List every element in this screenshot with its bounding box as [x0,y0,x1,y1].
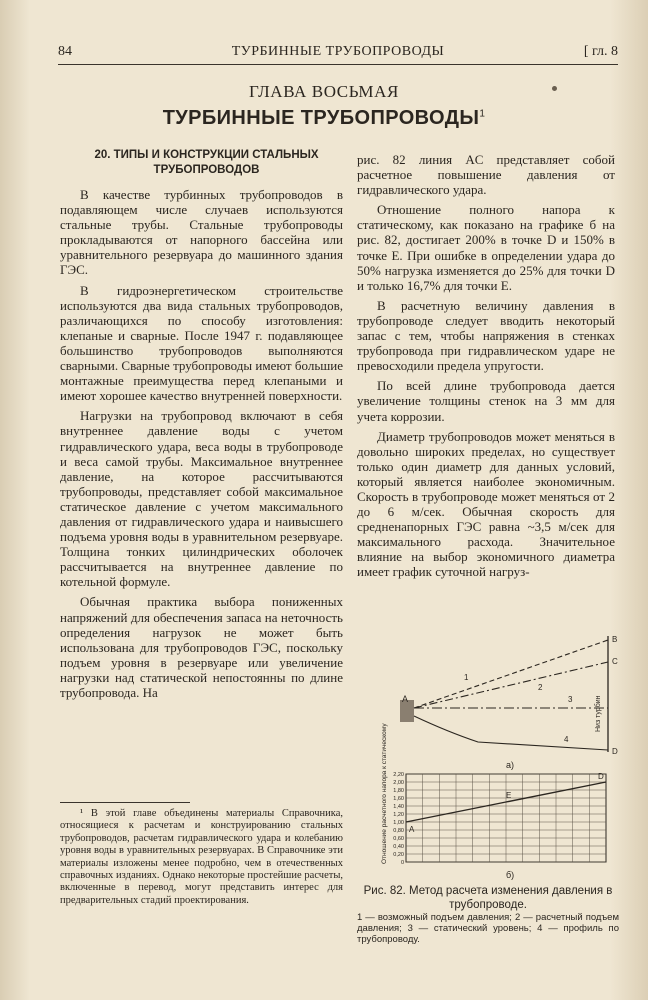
y-tick-label: 1,60 [393,796,404,802]
section-heading: 20. ТИПЫ И КОНСТРУКЦИИ СТАЛЬНЫХ ТРУБОПРОВОДОВ [94,149,319,176]
paragraph: В расчетную величину давления в трубопроводе следует вводить некоторый запас с тем, чтобы напряжения в стенках трубопровода при гидравлическом ударе не превосходили предела упругости. [357,297,615,374]
line-4-pipe-profile [414,716,608,750]
paragraph: Обычная практика выбора пониженных напряжений для обеспечения запаса на неточность определения нагрузок не может быть использована для трубопроводов ГЭС, поскольку подъем уровня в резервуаре или увеличение нагрузки над статической непостоянны по длине трубопровода. На [60,594,343,700]
y-tick-label: 2,00 [393,780,404,786]
y-tick-label: 1,80 [393,788,404,794]
y-tick-label: 1,40 [393,804,404,810]
label-B: B [612,635,618,644]
header-rule [58,64,618,65]
y-axis-title: Отношение расчетного напора к статическому [381,723,388,864]
line-2-design-rise [414,662,608,708]
footnote [60,808,343,907]
y-tick-label: 2,20 [393,772,404,778]
running-header [58,44,618,64]
paragraph: В гидроэнергетическом строительстве используются два вида стальных трубопроводов, различающихся по способу изготовления: клепаные и сварные. После 1947 г. подавляющее большинство трубопроводов выполняются сварными. Сварные трубопроводы имеют большие монтажные преимущества перед клепаными и имеют хорошее качество внутренней поверхности. [60,282,343,404]
y-tick-label: 0 [400,860,404,866]
point-label-A: A [409,825,415,834]
footnote-text: ¹ В этой главе объединены материалы Справочника, относящиеся к расчетам и конструированию стальных трубопроводов, расчетам гидравлического удара и колебанию уровня воды в уравнительных резервуарах. В Справочнике эти материалы изложены менее подробно, чем в отечественных справочных изданиях. Однако некоторые простейшие расчеты, включенные в перевод, могут представить интерес для предварительных стадий проектирования. [60,808,343,906]
label-2: 2 [538,683,543,692]
running-title: ТУРБИННЫЕ ТРУБОПРОВОДЫ [231,44,445,59]
chapter-title [0,107,648,130]
label-3: 3 [568,695,573,704]
paragraph: Нагрузки на трубопровод включают в себя внутреннее давление воды с учетом гидравлического удара, веса воды в трубопроводе и веса самой трубы. Максимальное внутреннее давление, на которое рассчитываются трубопроводы, представляет собой максимальное статическое давление с учетом максимального давления от гидравлического удара и наивысшего подъема уровня воды в уравнительном резервуаре. Толщина тонких цилиндрических оболочек рассчитывается на внутреннее давление по котельной формуле. [60,408,343,590]
paragraph: По всей длине трубопровода дается увеличение толщины стенок на 3 мм для учета коррозии. [357,378,615,424]
label-A: A [402,694,409,704]
paragraph: Отношение полного напора к статическому, как показано на графике б на рис. 82, достигает 200% в точке D и 150% в точке E. При ошибке в определении удара до 50% нагрузка изменяется до 25% для точки D и только 16,7% для точки E. [357,202,615,293]
left-column [60,148,343,705]
y-tick-label: 1,20 [393,812,404,818]
figure-82 [378,632,618,880]
y-tick-label: 0,20 [393,852,404,858]
paragraph: В качестве турбинных трубопроводов в подавляющем числе случаев используются стальные трубы. Стальные трубопроводы прокладываются от напорного бассейна или уравнительного резервуара до машинного здания ГЭС. [60,187,343,278]
right-column [357,152,615,585]
paragraph: Диаметр трубопроводов может меняться в довольно широких пределах, но существует только один диаметр для данных условий, который является наиболее экономичным. Скорость в трубопроводе может меняться от 2 до 6 м/сек. Обычная скорость для средненапорных ГЭС равна ~3,5 м/сек для максимального расхода. Значительное влияние на выбор экономичного диаметра имеет график суточной нагруз- [357,428,615,580]
chapter-reference: [ гл. 8 [583,44,618,59]
panel-b-label: б) [506,870,515,880]
figure-caption: Рис. 82. Метод расчета изменения давления в трубопроводе. [363,885,613,911]
panel-a-label: а) [506,760,515,770]
figure-legend: 1 — возможный подъем давления; 2 — расчетный подъем давления; 3 — статический уровень; 4 — профиль по трубопроводу. [357,912,619,945]
chapter-title-text: ТУРБИННЫЕ ТРУБОПРОВОДЫ [162,107,480,129]
label-4: 4 [564,735,569,744]
turbine-label: Низ турбин [595,695,602,732]
point-label-E: E [506,791,512,800]
panel-a-diagram [400,635,618,770]
point-label-D: D [598,772,604,781]
page-number: 84 [58,44,72,59]
footnote-rule [60,802,190,803]
paragraph: рис. 82 линия AC представляет собой расчетное повышение давления от гидравлического удара. [357,152,615,198]
y-tick-label: 0,60 [393,836,404,842]
label-C: C [612,657,618,666]
label-1: 1 [464,673,469,682]
y-tick-label: 0,40 [393,844,404,850]
panel-b-chart [381,723,606,880]
chapter-label: ГЛАВА ВОСЬМАЯ [249,82,399,101]
line-1-possible-rise [414,640,608,708]
label-D: D [612,747,618,756]
y-tick-label: 1,00 [393,820,404,826]
y-tick-label: 0,80 [393,828,404,834]
footnote-mark: 1 [479,108,486,120]
